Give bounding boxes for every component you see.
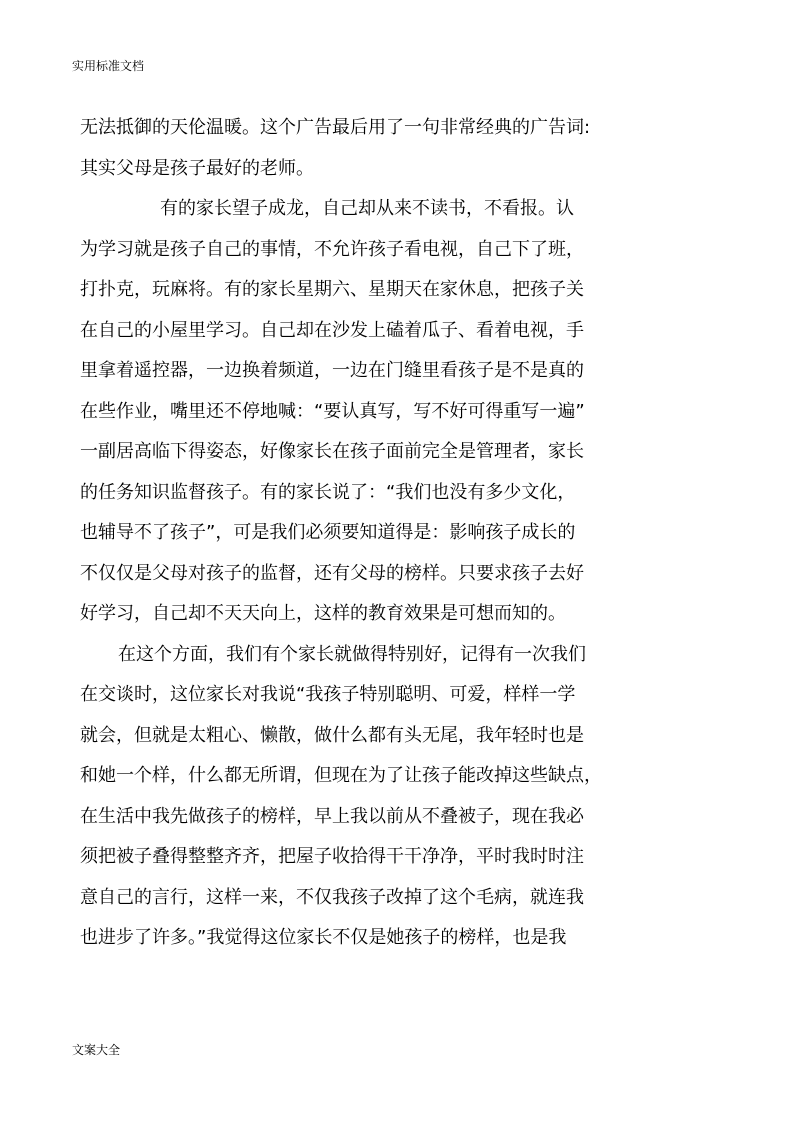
page-header: 实用标准文档 [72,59,145,73]
text-line: 里拿着遥控器，一边换着频道，一边在门缝里看孩子是不是真的 [80,360,584,381]
text-line: 无法抵御的天伦温暖。这个广告最后用了一句非常经典的广告词: [80,117,591,138]
text-line: 一副居高临下得姿态，好像家长在孩子面前完全是管理者，家长 [80,441,584,462]
body-text [80,108,600,959]
text-line: 打扑克，玩麻将。有的家长星期六、星期天在家休息，把孩子关 [80,279,584,300]
text-line: 在交谈时，这位家长对我说“我孩子特别聪明、可爱，样样一学 [80,684,576,705]
text-line: 在些作业，嘴里还不停地喊：“要认真写，写不好可得重写一遍” [80,400,585,422]
text-line: 就会，但就是太粗心、懒散，做什么都有头无尾，我年轻时也是 [80,724,584,746]
text-line: 有的家长望子成龙，自己却从来不读书，不看报。认 [160,198,574,219]
text-line: 在自己的小屋里学习。自己却在沙发上磕着瓜子、看着电视，手 [80,319,584,341]
text-line: 好学习，自己却不天天向上，这样的教育效果是可想而知的。 [80,603,566,624]
text-line: 不仅仅是父母对孩子的监督，还有父母的榜样。只要求孩子去好 [80,562,584,584]
text-line: 意自己的言行，这样一来，不仅我孩子改掉了这个毛病，就连我 [80,886,584,908]
text-line: 的任务知识监督孩子。有的家长说了：“我们也没有多少文化， [80,481,576,503]
text-line: 也辅导不了孩子”，可是我们必须要知道得是：影响孩子成长的 [80,522,576,543]
text-line: 须把被子叠得整整齐齐，把屋子收拾得干干净净，平时我时时注 [80,846,584,867]
text-line: 也进步了许多。”我觉得这位家长不仅是她孩子的榜样，也是我 [80,927,567,948]
text-line: 在生活中我先做孩子的榜样，早上我以前从不叠被子，现在我必 [80,805,584,827]
page-footer: 文案大全 [72,1043,121,1057]
text-line: 在这个方面，我们有个家长就做得特别好，记得有一次我们 [118,643,586,665]
text-line: 为学习就是孩子自己的事情，不允许孩子看电视，自己下了班， [80,238,584,260]
text-line: 其实父母是孩子最好的老师。 [80,157,314,179]
text-line: 和她一个样，什么都无所谓，但现在为了让孩子能改掉这些缺点， [80,765,602,786]
